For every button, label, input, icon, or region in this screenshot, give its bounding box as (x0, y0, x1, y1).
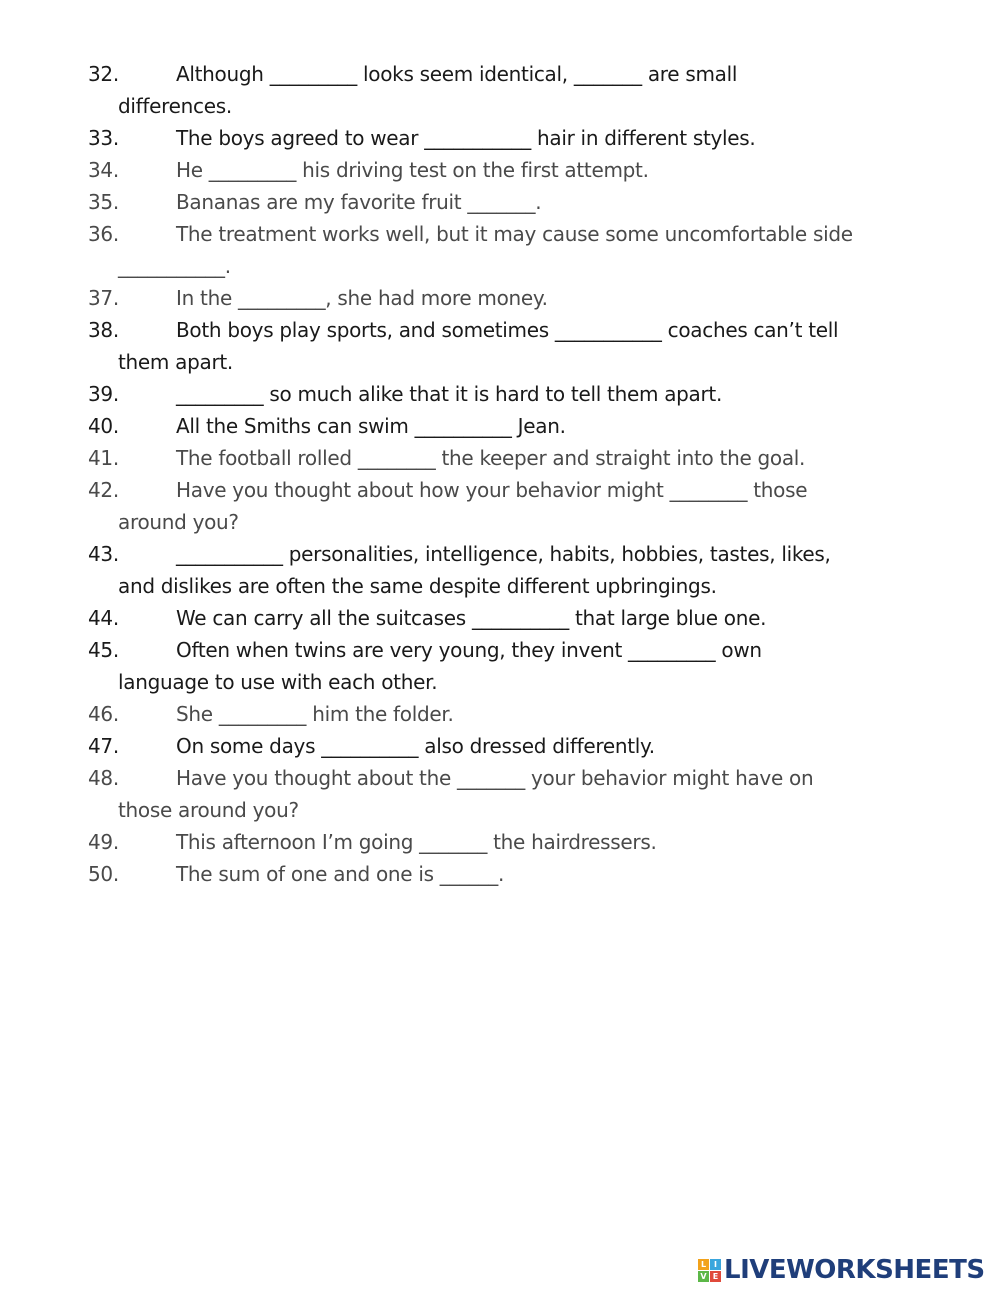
question-text: ___________ personalities, intelligence, habits, hobbies, tastes, likes, (176, 542, 831, 566)
question-item (88, 58, 968, 122)
question-text-continued: ___________. (118, 254, 231, 278)
question-item (88, 122, 968, 154)
question-text-continued: around you? (118, 510, 239, 534)
question-text-continued: and dislikes are often the same despite different upbringings. (118, 574, 717, 598)
question-item (88, 474, 968, 538)
question-number: 48. (88, 766, 119, 790)
question-number: 41. (88, 446, 119, 470)
question-number: 37. (88, 286, 119, 310)
question-text-continued: language to use with each other. (118, 670, 438, 694)
question-text: He _________ his driving test on the first attempt. (176, 158, 649, 182)
question-item (88, 538, 968, 602)
question-item (88, 410, 968, 442)
question-text-continued: them apart. (118, 350, 233, 374)
question-text: Bananas are my favorite fruit _______. (176, 190, 542, 214)
question-item (88, 602, 968, 634)
question-number: 33. (88, 126, 119, 150)
question-number: 42. (88, 478, 119, 502)
logo-tile-e: E (710, 1271, 721, 1282)
question-text: We can carry all the suitcases __________ that large blue one. (176, 606, 767, 630)
question-number: 32. (88, 62, 119, 86)
question-text: Often when twins are very young, they invent _________ own (176, 638, 762, 662)
question-number: 44. (88, 606, 119, 630)
question-text: All the Smiths can swim __________ Jean. (176, 414, 566, 438)
question-number: 43. (88, 542, 119, 566)
question-number: 35. (88, 190, 119, 214)
question-number: 34. (88, 158, 119, 182)
brand-text: LIVEWORKSHEETS (724, 1255, 985, 1285)
question-text: She _________ him the folder. (176, 702, 454, 726)
question-item (88, 186, 968, 218)
liveworksheets-logo-icon (698, 1259, 721, 1282)
question-item (88, 858, 968, 890)
question-number: 47. (88, 734, 119, 758)
logo-tile-v: V (698, 1271, 709, 1282)
question-item (88, 154, 968, 186)
question-text: In the _________, she had more money. (176, 286, 548, 310)
question-number: 39. (88, 382, 119, 406)
question-text: The boys agreed to wear ___________ hair in different styles. (176, 126, 756, 150)
logo-tile-l: L (698, 1259, 709, 1270)
question-number: 36. (88, 222, 119, 246)
question-number: 46. (88, 702, 119, 726)
question-item (88, 826, 968, 858)
question-text: Have you thought about how your behavior might ________ those (176, 478, 808, 502)
question-text: Both boys play sports, and sometimes ___________ coaches can’t tell (176, 318, 839, 342)
liveworksheets-logo (698, 1255, 985, 1285)
question-text: _________ so much alike that it is hard to tell them apart. (176, 382, 723, 406)
question-item (88, 314, 968, 378)
logo-tile-i: I (710, 1259, 721, 1270)
question-item (88, 378, 968, 410)
question-item (88, 218, 968, 282)
question-number: 50. (88, 862, 119, 886)
question-text: The sum of one and one is ______. (176, 862, 505, 886)
worksheet-questions (88, 58, 968, 890)
question-text: On some days __________ also dressed differently. (176, 734, 655, 758)
question-item (88, 730, 968, 762)
question-text-continued: those around you? (118, 798, 299, 822)
question-item (88, 442, 968, 474)
question-number: 38. (88, 318, 119, 342)
question-text: Although _________ looks seem identical, _______ are small (176, 62, 738, 86)
question-item (88, 634, 968, 698)
question-item (88, 282, 968, 314)
question-item (88, 698, 968, 730)
question-number: 40. (88, 414, 119, 438)
question-text: The football rolled ________ the keeper and straight into the goal. (176, 446, 806, 470)
question-text-continued: differences. (118, 94, 232, 118)
question-item (88, 762, 968, 826)
question-text: This afternoon I’m going _______ the hairdressers. (176, 830, 657, 854)
question-text: The treatment works well, but it may cause some uncomfortable side (176, 222, 853, 246)
question-number: 45. (88, 638, 119, 662)
question-text: Have you thought about the _______ your behavior might have on (176, 766, 814, 790)
question-number: 49. (88, 830, 119, 854)
